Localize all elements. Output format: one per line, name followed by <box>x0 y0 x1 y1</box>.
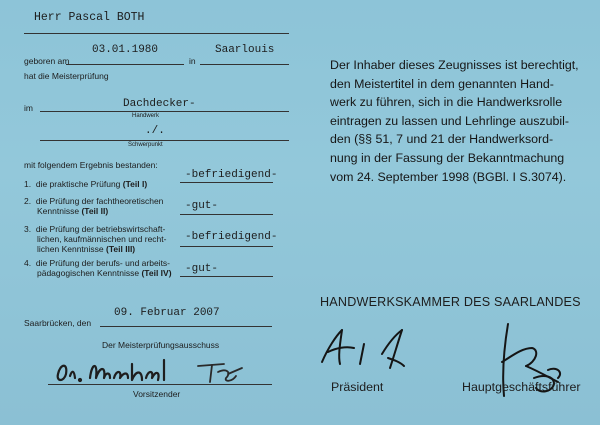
result-2-grade: -gut- <box>185 200 219 212</box>
results-intro: mit folgendem Ergebnis bestanden: <box>24 160 158 170</box>
result-3 <box>24 224 166 254</box>
result-1-number: 1. <box>24 179 32 189</box>
result-2-line <box>180 214 273 215</box>
entitlement-line-7: vom 24. September 1998 (BGBl. I S.3074). <box>330 169 567 184</box>
ceo-label: Hauptgeschäftsführer <box>462 380 581 394</box>
result-1-grade: -befriedigend- <box>185 169 278 181</box>
chamber-name: HANDWERKSKAMMER DES SAARLANDES <box>320 295 581 309</box>
specialty-value: ./. <box>145 125 165 137</box>
result-4-label-line1: die Prüfung der berufs- und arbeits- <box>35 258 171 268</box>
birth-label: geboren am <box>24 56 70 66</box>
birth-place: Saarlouis <box>215 44 275 56</box>
birth-date: 03.01.1980 <box>92 44 159 56</box>
result-2-number: 2. <box>24 196 32 206</box>
holder-name: Herr Pascal BOTH <box>34 11 145 24</box>
entitlement-line-5: den (§§ 51, 7 und 21 der Handwerksord- <box>330 132 554 147</box>
president-label: Präsident <box>331 380 384 394</box>
trade-value: Dachdecker- <box>123 98 196 110</box>
result-3-label-line2: lichen, kaufmännischen und recht- <box>37 234 167 244</box>
entitlement-line-4: eintragen zu lassen und Lehrlinge auszubil- <box>330 113 570 128</box>
result-4 <box>24 258 172 278</box>
result-4-number: 4. <box>24 258 32 268</box>
specialty-line <box>40 140 289 141</box>
result-1-line <box>180 182 273 183</box>
result-4-line <box>180 276 273 277</box>
result-2-label-line2: Kenntnisse <box>37 206 80 216</box>
name-line <box>24 33 289 34</box>
result-4-part: (Teil IV) <box>141 268 172 278</box>
trade-im-label: im <box>24 103 33 113</box>
result-2 <box>24 196 163 216</box>
entitlement-line-1: Der Inhaber dieses Zeugnisses ist berechtigt, <box>330 58 579 72</box>
birth-in-label: in <box>189 56 196 66</box>
trade-caption: Handwerk <box>132 113 160 119</box>
result-1-part: (Teil I) <box>122 179 148 189</box>
entitlement-line-3: werk zu führen, sich in die Handwerksrolle <box>330 95 563 110</box>
entitlement-line-6: nung in der Fassung der Bekanntmachung <box>330 150 565 165</box>
issue-date: 09. Februar 2007 <box>114 307 220 319</box>
birth-date-line <box>66 64 184 65</box>
result-2-part: (Teil II) <box>81 206 109 216</box>
result-4-label-line2: pädagogischen Kenntnisse <box>37 268 140 278</box>
meister-label: hat die Meisterprüfung <box>24 71 109 81</box>
issue-place-label: Saarbrücken, den <box>24 318 92 328</box>
result-3-label-line3: lichen Kenntnisse <box>37 244 104 254</box>
entitlement-line-2: den Meistertitel in dem genannten Hand- <box>330 76 554 91</box>
issue-date-line <box>100 326 272 327</box>
result-3-grade: -befriedigend- <box>185 231 278 243</box>
chair-label: Vorsitzender <box>133 389 181 399</box>
entitlement-text <box>330 56 580 186</box>
committee-label: Der Meisterprüfungsausschuss <box>102 340 220 350</box>
result-3-label-line1: die Prüfung der betriebswirtschaft- <box>35 224 166 234</box>
result-1-label: die praktische Prüfung <box>35 179 121 189</box>
result-3-number: 3. <box>24 224 32 234</box>
chair-signature <box>50 352 265 392</box>
result-3-part: (Teil III) <box>106 244 136 254</box>
result-2-label-line1: die Prüfung der fachtheoretischen <box>35 196 164 206</box>
chair-line <box>48 384 272 385</box>
result-1 <box>24 179 147 189</box>
birth-place-line <box>200 64 289 65</box>
specialty-caption: Schwerpunkt <box>128 142 163 148</box>
result-4-grade: -gut- <box>185 263 219 275</box>
trade-line <box>40 111 289 112</box>
result-3-line <box>180 246 273 247</box>
